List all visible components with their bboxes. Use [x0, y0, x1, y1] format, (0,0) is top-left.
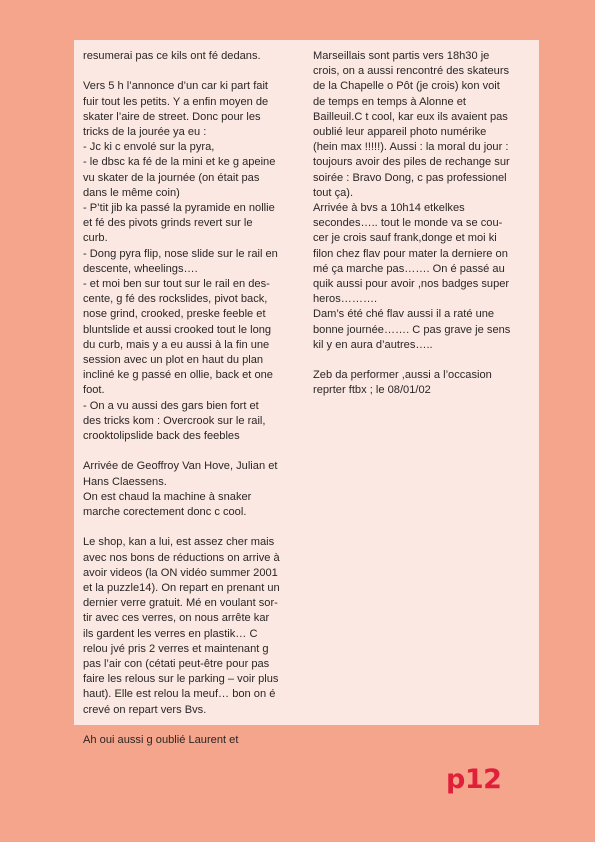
- paragraph: Vers 5 h l’annonce d’un car ki part fait fuir tout les petits. Y a enfin moyen de skater l’aire de street. Donc pour les tricks de la jourée ya eu : - Jc ki c envolé sur la pyra, - le dbsc ka fé de la mini et ke g apeine vu skater de la journée (on était pas dans le même coin) - P’tit jib ka passé la pyramide en nollie et fé des pivots grinds revert sur le curb. - Dong pyra flip, nose slide sur le rail en descente, wheelings…. - et moi ben sur tout sur le rail en des- cente, g fé des rockslides, pivot back, nose grind, crooked, preske feeble et bluntslide et aussi crooked tout le long du curb, mais y a eu aussi à la fin une session avec un plot en haut du plan incliné ke g passé en ollie, back et one foot. - On a vu aussi des gars bien fort et des tricks kom : Overcrook sur le rail, crooktolipslide back des feebles: [83, 80, 278, 443]
- left-column: [83, 49, 305, 748]
- paragraph-gap: [83, 64, 305, 79]
- paragraph: Marseillais sont partis vers 18h30 je crois, on a aussi rencontré des skateurs de la Chapelle o Pôt (je crois) kon voit de temps en temps à Alonne et Bailleuil.C t cool, kar eux ils avaient pas oublié leur appareil photo numérike (hein max !!!!!). Aussi : la moral du jour : toujours avoir des piles de rechange sur soirée : Bravo Dong, c pas professionel tout ça). Arrivée à bvs a 10h14 etkelkes secondes….. tout le monde va se cou- cer je crois sauf frank,donge et moi ki filon chez flav pour mater la derniere on mé ça marche pas……. On é passé au quik aussi pour avoir ,nos badges super heros………. Dam’s été ché flav aussi il a raté une bonne journée……. C pas grave je sens kil y en aura d’autres…..: [313, 50, 511, 351]
- paragraph-gap: [83, 444, 305, 459]
- paragraph: Zeb da performer ,aussi a l’occasion reprter ftbx ; le 08/01/02: [313, 369, 492, 397]
- paragraph-gap: [83, 718, 305, 733]
- paragraph-gap: [83, 520, 305, 535]
- paragraph: Le shop, kan a lui, est assez cher mais avec nos bons de réductions on arrive à avoir videos (la ON vidéo summer 2001 et la puzzle14). On repart en prenant un dernier verre gratuit. Mé en voulant sor- tir avec ces verres, on nous arrête kar ils gardent les verres en plastik… C relou jvé pris 2 verres et maintenant g pas l’air con (cétati peut-être pour pas faire les relous sur le parking – voir plus haut). Elle est relou la meuf… bon on é crevé on repart vers Bvs.: [83, 536, 280, 716]
- text-panel: [74, 40, 539, 747]
- paragraph: Arrivée de Geoffroy Van Hove, Julian et Hans Claessens. On est chaud la machine à snaker marche corectement donc c cool.: [83, 460, 278, 519]
- paragraph: Ah oui aussi g oublié Laurent et: [83, 734, 239, 747]
- page-number: p12: [446, 764, 502, 795]
- paragraph: resumerai pas ce kils ont fé dedans.: [83, 50, 261, 62]
- paragraph-gap: [313, 353, 533, 368]
- right-column: [313, 49, 533, 399]
